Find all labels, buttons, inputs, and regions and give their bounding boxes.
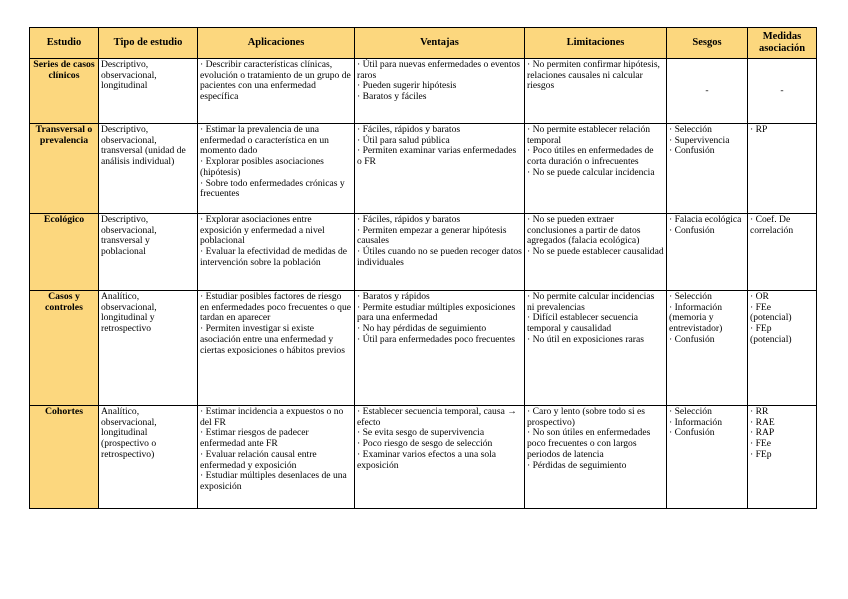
limitations-cell: [525, 406, 667, 509]
list-item: · Confusión: [669, 224, 715, 236]
header-cell-applications: Aplicaciones: [198, 28, 355, 59]
list-item: · No permite calcular incidencias ni prevalencias: [527, 291, 655, 313]
list-item: · Caro y lento (sobre todo si es prospectivo): [527, 406, 646, 428]
study-name-cell: Series de casos clínicos: [30, 59, 99, 124]
table-row: [30, 406, 817, 509]
list-item: -: [780, 84, 784, 96]
limitations-cell: [525, 59, 667, 124]
list-item: · Baratos y rápidos: [357, 291, 430, 302]
biases-cell: [667, 291, 748, 406]
list-item: · Permiten investigar si existe asociación entre una enfermedad y ciertas exposiciones o hábitos previos: [200, 323, 345, 356]
table-body: [30, 59, 817, 509]
applications-cell: [198, 124, 355, 214]
header-cell-study: Estudio: [30, 28, 99, 59]
table-row: [30, 124, 817, 214]
list-item: · Sobre todo enfermedades crónicas y frecuentes: [200, 177, 345, 200]
list-item: · Útiles cuando no se pueden recoger datos individuales: [357, 246, 522, 268]
list-item: · Explorar asociaciones entre exposición y enfermedad a nivel poblacional: [200, 214, 325, 247]
list-item: · FEe (potencial): [750, 301, 792, 324]
study-name-cell: Casos y controles: [30, 291, 99, 406]
list-item: · Permiten examinar varias enfermedades o FR: [357, 145, 517, 168]
list-item: · Describir características clínicas, evolución o tratamiento de un grupo de pacientes con una enfermedad específica: [200, 59, 351, 103]
list-item: · Baratos y fáciles: [357, 91, 427, 103]
list-item: · Coef. De correlación: [750, 214, 794, 236]
list-item: · FEp: [750, 448, 772, 460]
study-name-cell: Ecológico: [30, 214, 99, 291]
list-item: -: [705, 84, 709, 96]
advantages-cell: [355, 406, 525, 509]
list-item: · OR: [750, 291, 769, 302]
list-item: · Fáciles, rápidos y baratos: [357, 124, 461, 135]
applications-cell: [198, 214, 355, 291]
biases-cell: [667, 214, 748, 291]
list-item: · RAE: [750, 416, 775, 428]
measures-cell: [748, 59, 817, 124]
study-type-cell: Analítico, observacional, longitudinal (prospectivo o retrospectivo): [99, 406, 198, 509]
list-item: · Información (memoria y entrevistador): [669, 301, 723, 335]
list-item: · Estimar riesgos de padecer enfermedad ante FR: [200, 427, 309, 450]
list-item: · RP: [750, 124, 768, 135]
list-item: · RR: [750, 406, 769, 417]
header-cell-limitations: Limitaciones: [525, 28, 667, 59]
list-item: · Evaluar la efectividad de medidas de intervención sobre la población: [200, 246, 348, 268]
limitations-cell: [525, 124, 667, 214]
measures-cell: [748, 124, 817, 214]
list-item: · Útil para salud pública: [357, 134, 450, 146]
list-item: · Selección: [669, 291, 712, 302]
list-item: · No se pueden extraer conclusiones a partir de datos agregados (falacia ecológica): [527, 214, 641, 247]
header-cell-advantages: Ventajas: [355, 28, 525, 59]
study-type-cell: Descriptivo, observacional, longitudinal: [99, 59, 198, 124]
list-item: · Selección: [669, 406, 712, 417]
list-item: · Útil para nuevas enfermedades o eventos raros: [357, 59, 521, 81]
header-cell-type: Tipo de estudio: [99, 28, 198, 59]
list-item: · No se puede establecer causalidad: [527, 246, 664, 258]
advantages-cell: [355, 291, 525, 406]
list-item: · Permite estudiar múltiples exposiciones para una enfermedad: [357, 301, 516, 324]
list-item: · FEe: [750, 438, 772, 450]
list-item: · Útil para enfermedades poco frecuentes: [357, 333, 515, 345]
study-name-cell: Transversal o prevalencia: [30, 124, 99, 214]
advantages-cell: [355, 59, 525, 124]
list-item: · Poco riesgo de sesgo de selección: [357, 438, 493, 450]
list-item: · Estimar la prevalencia de una enfermedad o característica en un momento dado: [200, 124, 329, 157]
list-item: · No hay pérdidas de seguimiento: [357, 323, 487, 335]
list-item: · Explorar posibles asociaciones (hipótesis): [200, 156, 324, 178]
study-type-cell: Analítico, observacional, longitudinal y retrospectivo: [99, 291, 198, 406]
list-item: · Fáciles, rápidos y baratos: [357, 214, 461, 225]
study-types-table: [29, 27, 817, 509]
header-row: [30, 28, 817, 59]
list-item: · No son útiles en enfermedades poco frecuentes o con largos periodos de latencia: [527, 427, 651, 460]
biases-cell: [667, 406, 748, 509]
list-item: · No permiten confirmar hipótesis, relaciones causales ni calcular riesgos: [527, 59, 660, 92]
list-item: · No permite establecer relación temporal: [527, 124, 651, 146]
list-item: · Poco útiles en enfermedades de corta duración o infrecuentes: [527, 145, 654, 168]
header-cell-biases: Sesgos: [667, 28, 748, 59]
list-item: · RAP: [750, 427, 775, 439]
biases-cell: [667, 124, 748, 214]
study-type-cell: Descriptivo, observacional, transversal (unidad de análisis individual): [99, 124, 198, 214]
list-item: · Establecer secuencia temporal, causa → efecto: [357, 406, 517, 428]
list-item: · Pérdidas de seguimiento: [527, 459, 627, 471]
list-item: · No se puede calcular incidencia: [527, 166, 655, 178]
applications-cell: [198, 291, 355, 406]
table-row: [30, 291, 817, 406]
list-item: · Confusión: [669, 333, 715, 345]
table-row: [30, 59, 817, 124]
limitations-cell: [525, 214, 667, 291]
study-type-cell: Descriptivo, observacional, transversal y poblacional: [99, 214, 198, 291]
list-item: · Falacia ecológica: [669, 214, 742, 225]
list-item: · Información: [669, 416, 723, 428]
list-item: · Se evita sesgo de supervivencia: [357, 427, 485, 439]
measures-cell: [748, 406, 817, 509]
list-item: · Confusión: [669, 145, 715, 157]
list-item: · Difícil establecer secuencia temporal y causalidad: [527, 312, 639, 335]
list-item: · Confusión: [669, 427, 715, 439]
biases-cell: [667, 59, 748, 124]
list-item: · Estudiar múltiples desenlaces de una exposición: [200, 470, 347, 492]
applications-cell: [198, 59, 355, 124]
list-item: · Evaluar relación causal entre enfermedad y exposición: [200, 448, 317, 471]
list-item: · No útil en exposiciones raras: [527, 333, 644, 345]
measures-cell: [748, 291, 817, 406]
limitations-cell: [525, 291, 667, 406]
list-item: · Selección: [669, 124, 712, 135]
list-item: · Permiten empezar a generar hipótesis causales: [357, 224, 507, 247]
header-cell-measures: Medidas asociación: [748, 28, 817, 59]
applications-cell: [198, 406, 355, 509]
list-item: · FEp (potencial): [750, 323, 792, 345]
list-item: · Estudiar posibles factores de riesgo en enfermedades poco frecuentes o que tardan en aparecer: [200, 291, 352, 324]
list-item: · Examinar varios efectos a una sola exposición: [357, 448, 497, 471]
measures-cell: [748, 214, 817, 291]
list-item: · Pueden sugerir hipótesis: [357, 80, 457, 92]
advantages-cell: [355, 214, 525, 291]
table-row: [30, 214, 817, 291]
list-item: · Estimar incidencia a expuestos o no del FR: [200, 406, 344, 428]
advantages-cell: [355, 124, 525, 214]
study-name-cell: Cohortes: [30, 406, 99, 509]
list-item: · Supervivencia: [669, 134, 730, 146]
